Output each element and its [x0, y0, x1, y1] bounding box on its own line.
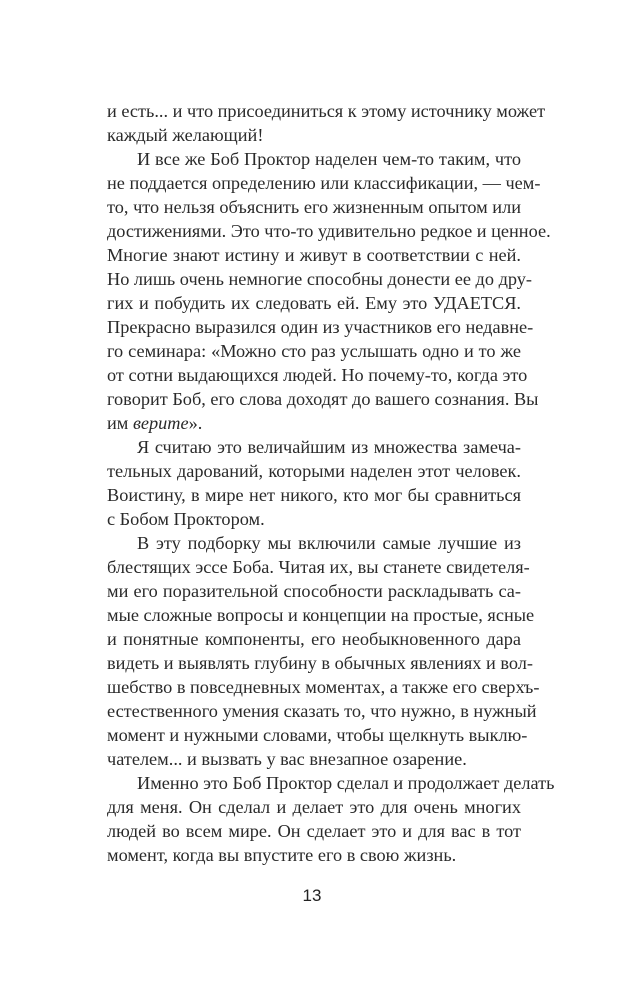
text-line: не поддается определению или классификации, — чем-: [107, 173, 541, 193]
text-line: говорит Боб, его слова доходят до вашего сознания. Вы: [107, 389, 539, 409]
text-line: и есть... и что присоединиться к этому источнику может: [107, 101, 546, 121]
paragraph: [107, 435, 521, 531]
paragraph: [107, 771, 555, 867]
page-number: 13: [302, 886, 322, 905]
text-line: от сотни выдающихся людей. Но почему-то, когда это: [107, 365, 528, 385]
text-line: каждый желающий!: [107, 125, 264, 145]
paragraph: [107, 99, 546, 147]
text-line: момент, когда вы впустите его в свою жизнь.: [107, 845, 457, 865]
text-line: И все же Боб Проктор наделен чем-то таким, что: [137, 149, 521, 169]
text-line: го семинара: «Можно сто раз услышать одно и то же: [107, 341, 521, 361]
text-line: для меня. Он сделал и делает это для очень многих: [107, 797, 521, 817]
text-line: то, что нельзя объяснить его жизненным опытом или: [107, 197, 521, 217]
text-line: гих и побудить их следовать ей. Ему это УДАЕТСЯ.: [107, 293, 521, 313]
page-body-text: [107, 99, 555, 867]
text-line: естественного умения сказать то, что нужно, в нужный: [107, 701, 537, 721]
text-line: ми его поразительной способности раскладывать са-: [107, 581, 521, 601]
text-line: Воистину, в мире нет никого, кто мог бы сравниться: [107, 485, 521, 505]
text-line: момент и нужными словами, чтобы щелкнуть выклю-: [107, 725, 528, 745]
text-line: людей во всем мире. Он сделает это и для вас в тот: [107, 821, 521, 841]
text-line: Многие знают истину и живут в соответствии с ней.: [107, 245, 521, 265]
text-segment: ».: [188, 413, 203, 433]
text-line: с Бобом Проктором.: [107, 509, 265, 529]
text-line: Я считаю это величайшим из множества замеча-: [137, 437, 521, 457]
text-line: видеть и выявлять глубину в обычных явлениях и вол-: [107, 653, 533, 673]
text-line: [107, 411, 521, 435]
text-line: Но лишь очень немногие способны донести ее до дру-: [107, 269, 533, 289]
text-line: и понятные компоненты, его необыкновенного дара: [107, 629, 521, 649]
text-line: мые сложные вопросы и концепции на простые, ясные: [107, 605, 535, 625]
paragraph: [107, 531, 540, 771]
text-line: чателем... и вызвать у вас внезапное озарение.: [107, 749, 467, 769]
text-line: шебство в повседневных моментах, а также его сверхъ-: [107, 677, 540, 697]
text-line: блестящих эссе Боба. Читая их, вы станете свидетеля-: [107, 557, 530, 577]
text-line: Прекрасно выразился один из участников его недавне-: [107, 317, 534, 337]
paragraph: [107, 147, 551, 435]
italic-emphasis: верите: [132, 413, 189, 433]
text-line: достижениями. Это что-то удивительно редкое и ценное.: [107, 221, 551, 241]
text-line: В эту подборку мы включили самые лучшие из: [137, 533, 521, 553]
text-line: Именно это Боб Проктор сделал и продолжает делать: [137, 773, 555, 793]
text-line: тельных дарований, которыми наделен этот человек.: [107, 461, 521, 481]
text-segment: им: [107, 413, 133, 433]
